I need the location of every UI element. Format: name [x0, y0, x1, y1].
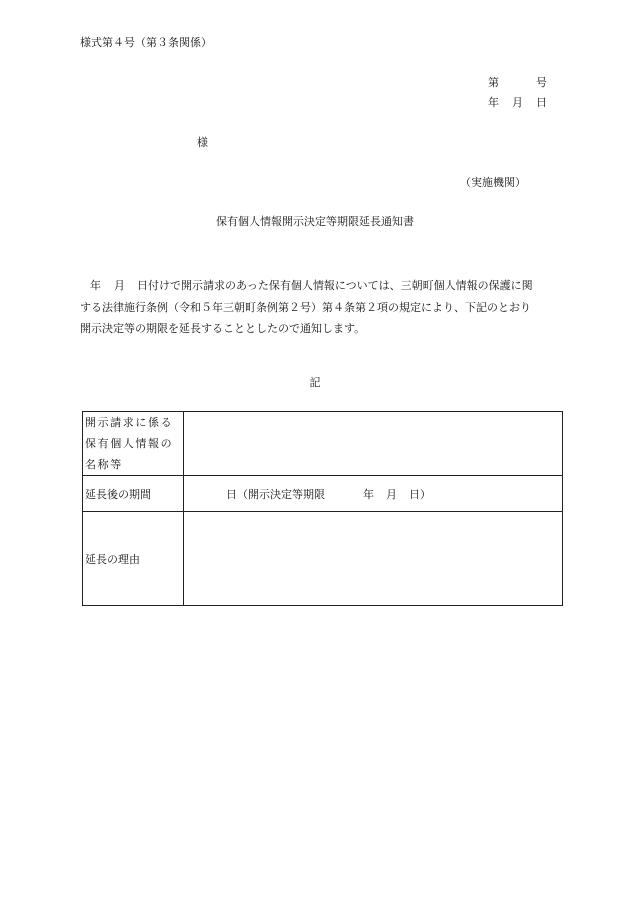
document-date: [488, 97, 547, 108]
body-line-rest: 日付けで開示請求のあった保有個人情報については、三朝町個人情報の保護に関: [137, 279, 533, 292]
body-line: する法律施行条例（令和５年三朝町条例第２号）第４条第２項の規定により、下記のとおり: [80, 300, 531, 314]
date-day: 日: [536, 96, 547, 109]
table-row-period: [83, 476, 563, 512]
value-extended-period: [184, 476, 563, 512]
body-month: 月: [114, 279, 125, 292]
ki-heading: 記: [309, 376, 321, 389]
implementing-body: （実施機関）: [460, 176, 526, 189]
label-extended-period: 延長後の期間: [83, 476, 184, 512]
date-year: 年: [488, 96, 499, 109]
date-month: 月: [512, 96, 523, 109]
period-day: 日: [226, 487, 237, 501]
period-deadline-label: （開示決定等期限: [237, 487, 325, 501]
addressee-suffix: 様: [197, 136, 208, 149]
document-number: [488, 77, 547, 88]
period-year: 年: [363, 487, 374, 501]
body-year: 年: [90, 279, 101, 292]
value-disclosure-info-name: [184, 412, 563, 476]
value-extension-reason: [184, 512, 563, 606]
document-title: 保有個人情報開示決定等期限延長通知書: [216, 215, 414, 228]
label-extension-reason: 延長の理由: [83, 512, 184, 606]
body-line: [80, 275, 566, 297]
body-text: [80, 275, 566, 340]
document-number-prefix: 第: [488, 76, 499, 89]
form-number: 様式第４号（第３条関係）: [80, 36, 212, 49]
label-disclosure-info-name: 開示請求に係る 保有個人情報の 名称等: [83, 412, 184, 476]
table-row-name: [83, 412, 563, 476]
table-row-reason: [83, 512, 563, 606]
period-month: 月: [386, 487, 397, 501]
document-number-suffix: 号: [536, 76, 547, 89]
period-day-close: 日）: [409, 487, 431, 501]
detail-table: [82, 411, 563, 606]
body-line: 開示決定等の期限を延長することとしたので通知します。: [80, 322, 366, 335]
